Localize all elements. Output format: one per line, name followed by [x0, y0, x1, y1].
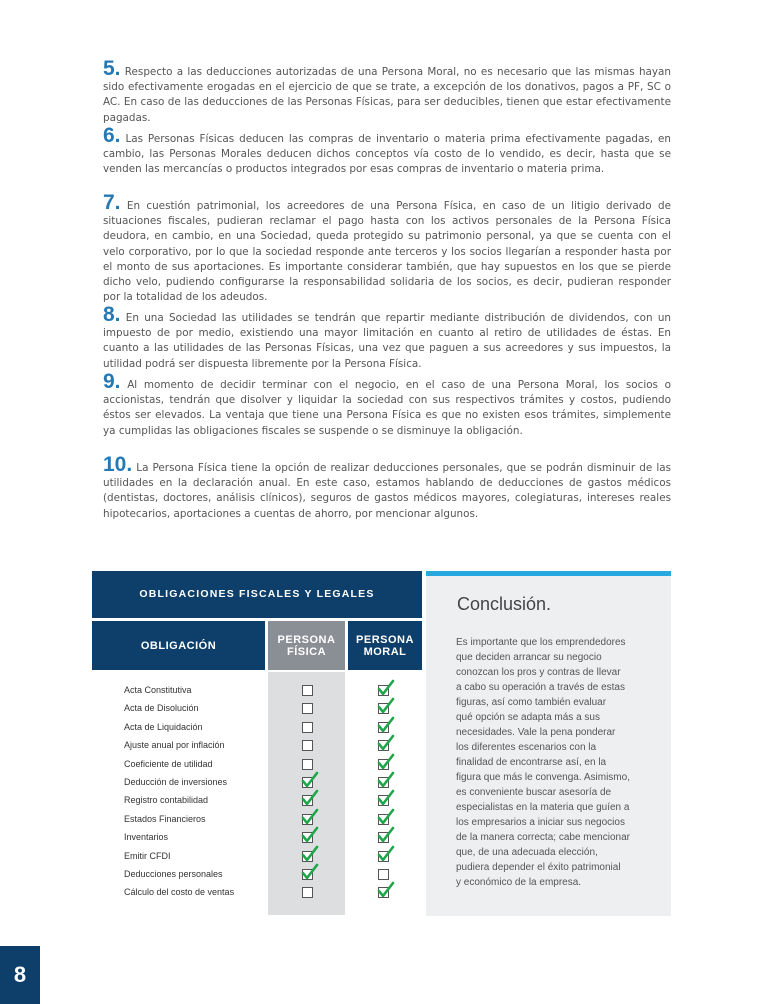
conclusion-line: qué opción se adapta más a sus: [456, 712, 600, 723]
checked-checkbox-icon: [302, 832, 313, 843]
paragraph-number: 6.: [103, 124, 121, 147]
column-header-persona-moral: PERSONA MORAL: [348, 621, 422, 670]
empty-checkbox-icon: [302, 759, 313, 770]
table-row-label: Acta de Disolución: [124, 703, 199, 714]
table-row-label: Ajuste anual por inflación: [124, 740, 225, 751]
checked-checkbox-icon: [378, 703, 389, 714]
checked-checkbox-icon: [302, 777, 313, 788]
paragraph-text: Las Personas Físicas deducen las compras de inventario o materia prima efectivamente pagadas, en cambio, las Personas Morales deducen dichos conceptos vía costo de lo vendido, es decir, hasta que se venden las mercancías o productos integrados por esas compras de inventario o materia prima.: [103, 133, 671, 176]
table-row-label: Deducciones personales: [124, 869, 223, 879]
conclusion-line: finalidad de encontrarse así, en la: [456, 757, 607, 768]
checked-checkbox-icon: [378, 740, 389, 751]
table-row-label: Deducción de inversiones: [124, 777, 228, 787]
checked-checkbox-icon: [378, 759, 389, 770]
conclusion-line: y económico de la empresa.: [456, 877, 582, 888]
conclusion-line: que deciden arrancar su negocio: [456, 652, 602, 663]
empty-checkbox-icon: [302, 722, 313, 733]
conclusion-line: pudiera depender el éxito patrimonial: [456, 862, 621, 873]
empty-checkbox-icon: [302, 887, 313, 898]
paragraph-text: En cuestión patrimonial, los acreedores de una Persona Física, en caso de un litigio derivado de situaciones fiscales, pudieran reclamar el pago hasta con los activos personales de la Persona Física deudora, en cambio, en una Sociedad, queda protegido su patrimonio personal, ya que se cuenta con el velo corporativo, por lo que la sociedad responde ante terceros y los socios llegarían a responder hasta por el monto de sus aportaciones. Es importante considerar también, que hay supuestos en los que se pierde dicho velo, pudiendo configurarse la responsabilidad solidaria de los socios, es decir, pudieran responder por la totalidad de los adeudos.: [103, 200, 671, 304]
checked-checkbox-icon: [378, 887, 389, 898]
empty-checkbox-icon: [302, 685, 313, 696]
column-header-persona-fisica: PERSONA FÍSICA: [268, 621, 345, 670]
conclusion-line: conozcan los pros y contras de llevar: [456, 667, 621, 678]
paragraph-number: 7.: [103, 191, 121, 214]
table-row-label: Acta Constitutiva: [124, 685, 192, 695]
paragraph-text: Respecto a las deducciones autorizadas de una Persona Moral, no es necesario que las mismas hayan sido efectivamente erogadas en el ejercicio de que se trate, a excepción de los donativos, pagos a PF, SC o AC. En caso de las deducciones de las Personas Físicas, para ser deducibles, tienen que estar efectivamente pagadas.: [103, 66, 671, 124]
conclusion-line: especialistas en la materia que guíen a: [456, 802, 630, 813]
checked-checkbox-icon: [302, 795, 313, 806]
conclusion-line: figura que más le convenga. Asimismo,: [456, 772, 630, 783]
checked-checkbox-icon: [378, 722, 389, 733]
conclusion-panel: [426, 571, 671, 916]
table-row-label: Registro contabilidad: [124, 795, 209, 806]
paragraph-number: 5.: [103, 57, 121, 80]
conclusion-title: Conclusión.: [457, 594, 552, 614]
paragraph-10: [103, 453, 671, 522]
table-row-label: Emitir CFDI: [124, 850, 171, 861]
table-row-label: Coeficiente de utilidad: [124, 758, 213, 769]
checked-checkbox-icon: [378, 777, 389, 788]
empty-checkbox-icon: [302, 740, 313, 751]
checked-checkbox-icon: [302, 851, 313, 862]
table-row-label: Cálculo del costo de ventas: [124, 887, 235, 898]
conclusion-line: que, de una adecuada elección,: [456, 847, 598, 858]
table-title: OBLIGACIONES FISCALES Y LEGALES: [92, 571, 422, 618]
table-row-label: Estados Financieros: [124, 813, 206, 824]
paragraph-number: 10.: [103, 453, 133, 476]
checked-checkbox-icon: [378, 832, 389, 843]
table-row-label: Inventarios: [124, 832, 169, 843]
checked-checkbox-icon: [378, 851, 389, 862]
empty-checkbox-icon: [378, 869, 389, 880]
conclusion-line: los empresarios a iniciar sus negocios: [456, 817, 625, 828]
paragraph-6: [103, 124, 671, 178]
empty-checkbox-icon: [302, 703, 313, 714]
checked-checkbox-icon: [378, 685, 389, 696]
conclusion-line: de la manera correcta; cabe mencionar: [456, 832, 630, 843]
paragraph-number: 8.: [103, 303, 121, 326]
conclusion-accent-bar: [426, 571, 671, 576]
checked-checkbox-icon: [302, 869, 313, 880]
conclusion-line: figuras, así como también evaluar: [456, 697, 607, 708]
checked-checkbox-icon: [378, 814, 389, 825]
conclusion-text: [456, 635, 651, 890]
page-number: 8: [0, 946, 40, 1004]
paragraph-8: [103, 303, 671, 372]
paragraph-7: [103, 191, 671, 305]
checked-checkbox-icon: [302, 814, 313, 825]
table-row-label: Acta de Liquidación: [124, 721, 203, 732]
conclusion-line: a cabo su operación a través de estas: [456, 682, 625, 693]
conclusion-line: necesidades. Vale la pena ponderar: [456, 727, 616, 738]
conclusion-line: los diferentes escenarios con la: [456, 742, 597, 753]
conclusion-line: es conveniente buscar asesoría de: [456, 787, 612, 798]
paragraph-text: Al momento de decidir terminar con el negocio, en el caso de una Persona Moral, los socios o accionistas, tendrán que disolver y liquidar la sociedad con sus respectivos trámites y costos, pudiendo éstos ser elevados. La ventaja que tiene una Persona Física es que no existen esos trámites, simplemente ya cumplidas las obligaciones fiscales se suspende o se disminuye la obligación.: [103, 379, 671, 437]
paragraph-number: 9.: [103, 370, 121, 393]
paragraph-9: [103, 370, 671, 439]
paragraph-text: La Persona Física tiene la opción de realizar deducciones personales, que se podrán disminuir de las utilidades en la declaración anual. En este caso, estamos hablando de deducciones de gastos médicos (dentistas, doctores, análisis clínicos), seguros de gastos médicos mayores, colegiaturas, intereses reales hipotecarios, aportaciones a cuentas de ahorro, por mencionar algunos.: [103, 462, 671, 520]
paragraph-5: [103, 57, 671, 126]
column-header-obligacion: OBLIGACIÓN: [92, 621, 265, 670]
checked-checkbox-icon: [378, 795, 389, 806]
conclusion-line: Es importante que los emprendedores: [456, 637, 626, 648]
paragraph-text: En una Sociedad las utilidades se tendrán que repartir mediante distribución de dividendos, con un impuesto de por medio, existiendo una mayor limitación en cuanto al retiro de utilidades de éstas. En cuanto a las utilidades de las Personas Físicas, una vez que paguen a sus acreedores y sus impuestos, la utilidad podrá ser dispuesta libremente por la Persona Física.: [103, 312, 671, 370]
